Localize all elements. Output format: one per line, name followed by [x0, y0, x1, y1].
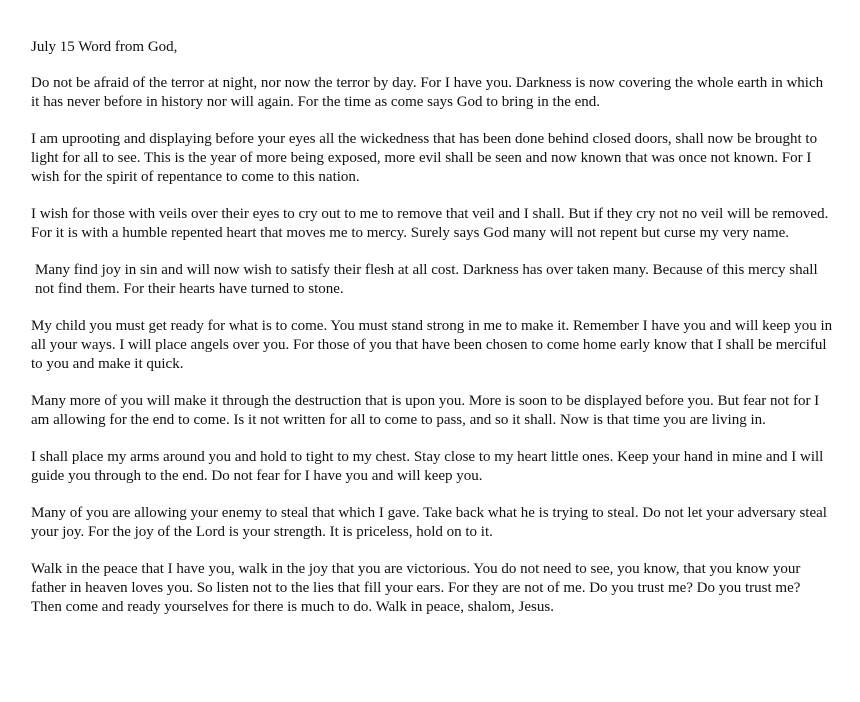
paragraph-9: Walk in the peace that I have you, walk in the joy that you are victorious. You do not need to see, you know, that you know your father in heaven loves you. So listen not to the lies that fill your ears. For they are not of me. Do you trust me? Do you trust me? Then come and ready yourselves for there is much to do. Walk in peace, shalom, Jesus.	[31, 561, 801, 615]
paragraph-7: I shall place my arms around you and hold to tight to my chest. Stay close to my heart little ones. Keep your hand in mine and I will guide you through to the end. Do not fear for I have you and will keep you.	[31, 449, 824, 484]
paragraph-8: Many of you are allowing your enemy to steal that which I gave. Take back what he is trying to steal. Do not let your adversary steal your joy. For the joy of the Lord is your strength. It is priceless, hold on to it.	[31, 505, 827, 540]
paragraph-5: My child you must get ready for what is to come. You must stand strong in me to make it. Remember I have you and will keep you in all your ways. I will place angels over you. For those of you that have been chosen to come home early know that I shall be merciful to you and make it quick.	[31, 318, 833, 372]
paragraph-3: I wish for those with veils over their eyes to cry out to me to remove that veil and I shall. But if they cry not no veil will be removed. For it is with a humble repented heart that moves me to mercy. Surely says God many will not repent but curse my very name.	[31, 206, 829, 241]
paragraph-2: I am uprooting and displaying before your eyes all the wickedness that has been done behind closed doors, shall now be brought to light for all to see. This is the year of more being exposed, more evil shall be seen and now known that was once not known. For I wish for the spirit of repentance to come to this nation.	[31, 131, 818, 185]
paragraph-6: Many more of you will make it through the destruction that is upon you. More is soon to be displayed before you. But fear not for I am allowing for the end to come. Is it not written for all to come to pass, and so it shall. Now is that time you are living in.	[31, 393, 820, 428]
paragraph-1: Do not be afraid of the terror at night, nor now the terror by day. For I have you. Darkness is now covering the whole earth in which it has never before in history nor will again. For the time as come says God to bring in the end.	[31, 75, 824, 110]
paragraph-4: Many find joy in sin and will now wish to satisfy their flesh at all cost. Darkness has over taken many. Because of this mercy shall not find them. For their hearts have turned to stone.	[35, 262, 818, 297]
document-heading: July 15 Word from God,	[31, 39, 178, 55]
